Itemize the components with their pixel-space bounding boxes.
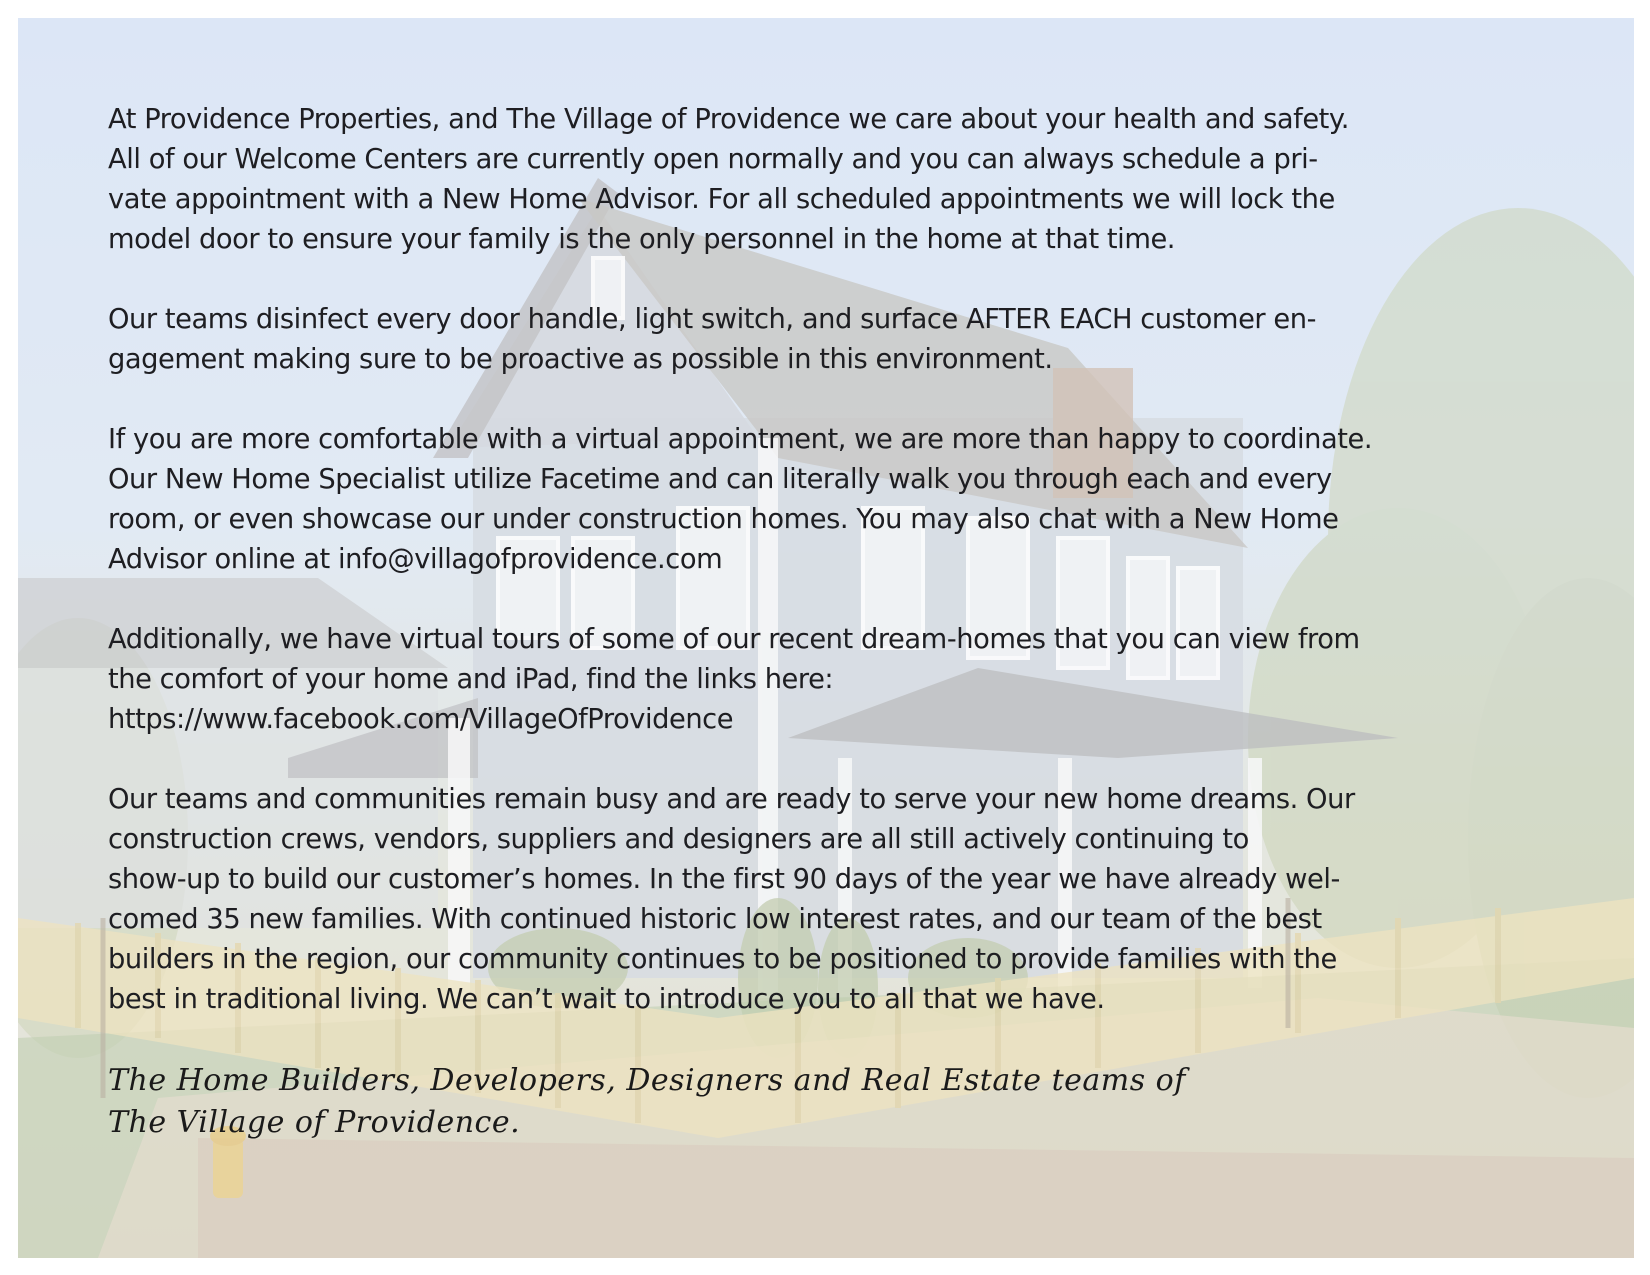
text-line: At Providence Properties, and The Village of Providence we care about your health and safety.: [108, 104, 1349, 135]
paragraph-teams-busy: [108, 780, 1588, 1020]
text-line: comed 35 new families. With continued historic low interest rates, and our team of the best: [108, 904, 1322, 935]
text-line: vate appointment with a New Home Advisor. For all scheduled appointments we will lock the: [108, 184, 1335, 215]
flyer-page: [18, 18, 1634, 1258]
text-line: Our teams disinfect every door handle, light switch, and surface AFTER EACH customer en-: [108, 304, 1317, 335]
paragraph-disinfect: [108, 300, 1588, 380]
paragraph-virtual-tours: [108, 620, 1588, 740]
text-line: construction crews, vendors, suppliers and designers are all still actively continuing to: [108, 824, 1249, 855]
signature-line: The Home Builders, Developers, Designers and Real Estate teams of: [108, 1063, 1186, 1098]
text-line: Additionally, we have virtual tours of some of our recent dream-homes that you can view from: [108, 624, 1360, 655]
facebook-link[interactable]: https://www.facebook.com/VillageOfProvidence: [108, 704, 734, 735]
text-line: room, or even showcase our under construction homes. You may also chat with a New Home: [108, 504, 1339, 535]
text-line: Advisor online at info@villagofprovidence.com: [108, 544, 723, 575]
text-line: Our teams and communities remain busy and are ready to serve your new home dreams. Our: [108, 784, 1355, 815]
text-line: If you are more comfortable with a virtual appointment, we are more than happy to coordinate.: [108, 424, 1373, 455]
text-line: Our New Home Specialist utilize Facetime and can literally walk you through each and every: [108, 464, 1332, 495]
text-line: builders in the region, our community continues to be positioned to provide families with the: [108, 944, 1337, 975]
text-line: All of our Welcome Centers are currently open normally and you can always schedule a pri-: [108, 144, 1318, 175]
signature-line: The Village of Providence.: [108, 1105, 521, 1140]
signature: [108, 1060, 1588, 1144]
letter-body: [108, 100, 1588, 1144]
text-line: the comfort of your home and iPad, find the links here:: [108, 664, 834, 695]
text-line: gagement making sure to be proactive as possible in this environment.: [108, 344, 1053, 375]
text-line: best in traditional living. We can’t wait to introduce you to all that we have.: [108, 984, 1105, 1015]
text-line: model door to ensure your family is the only personnel in the home at that time.: [108, 224, 1176, 255]
paragraph-virtual-appointment: [108, 420, 1588, 580]
paragraph-health-safety: [108, 100, 1588, 260]
text-line: show-up to build our customer’s homes. In the first 90 days of the year we have already wel-: [108, 864, 1340, 895]
